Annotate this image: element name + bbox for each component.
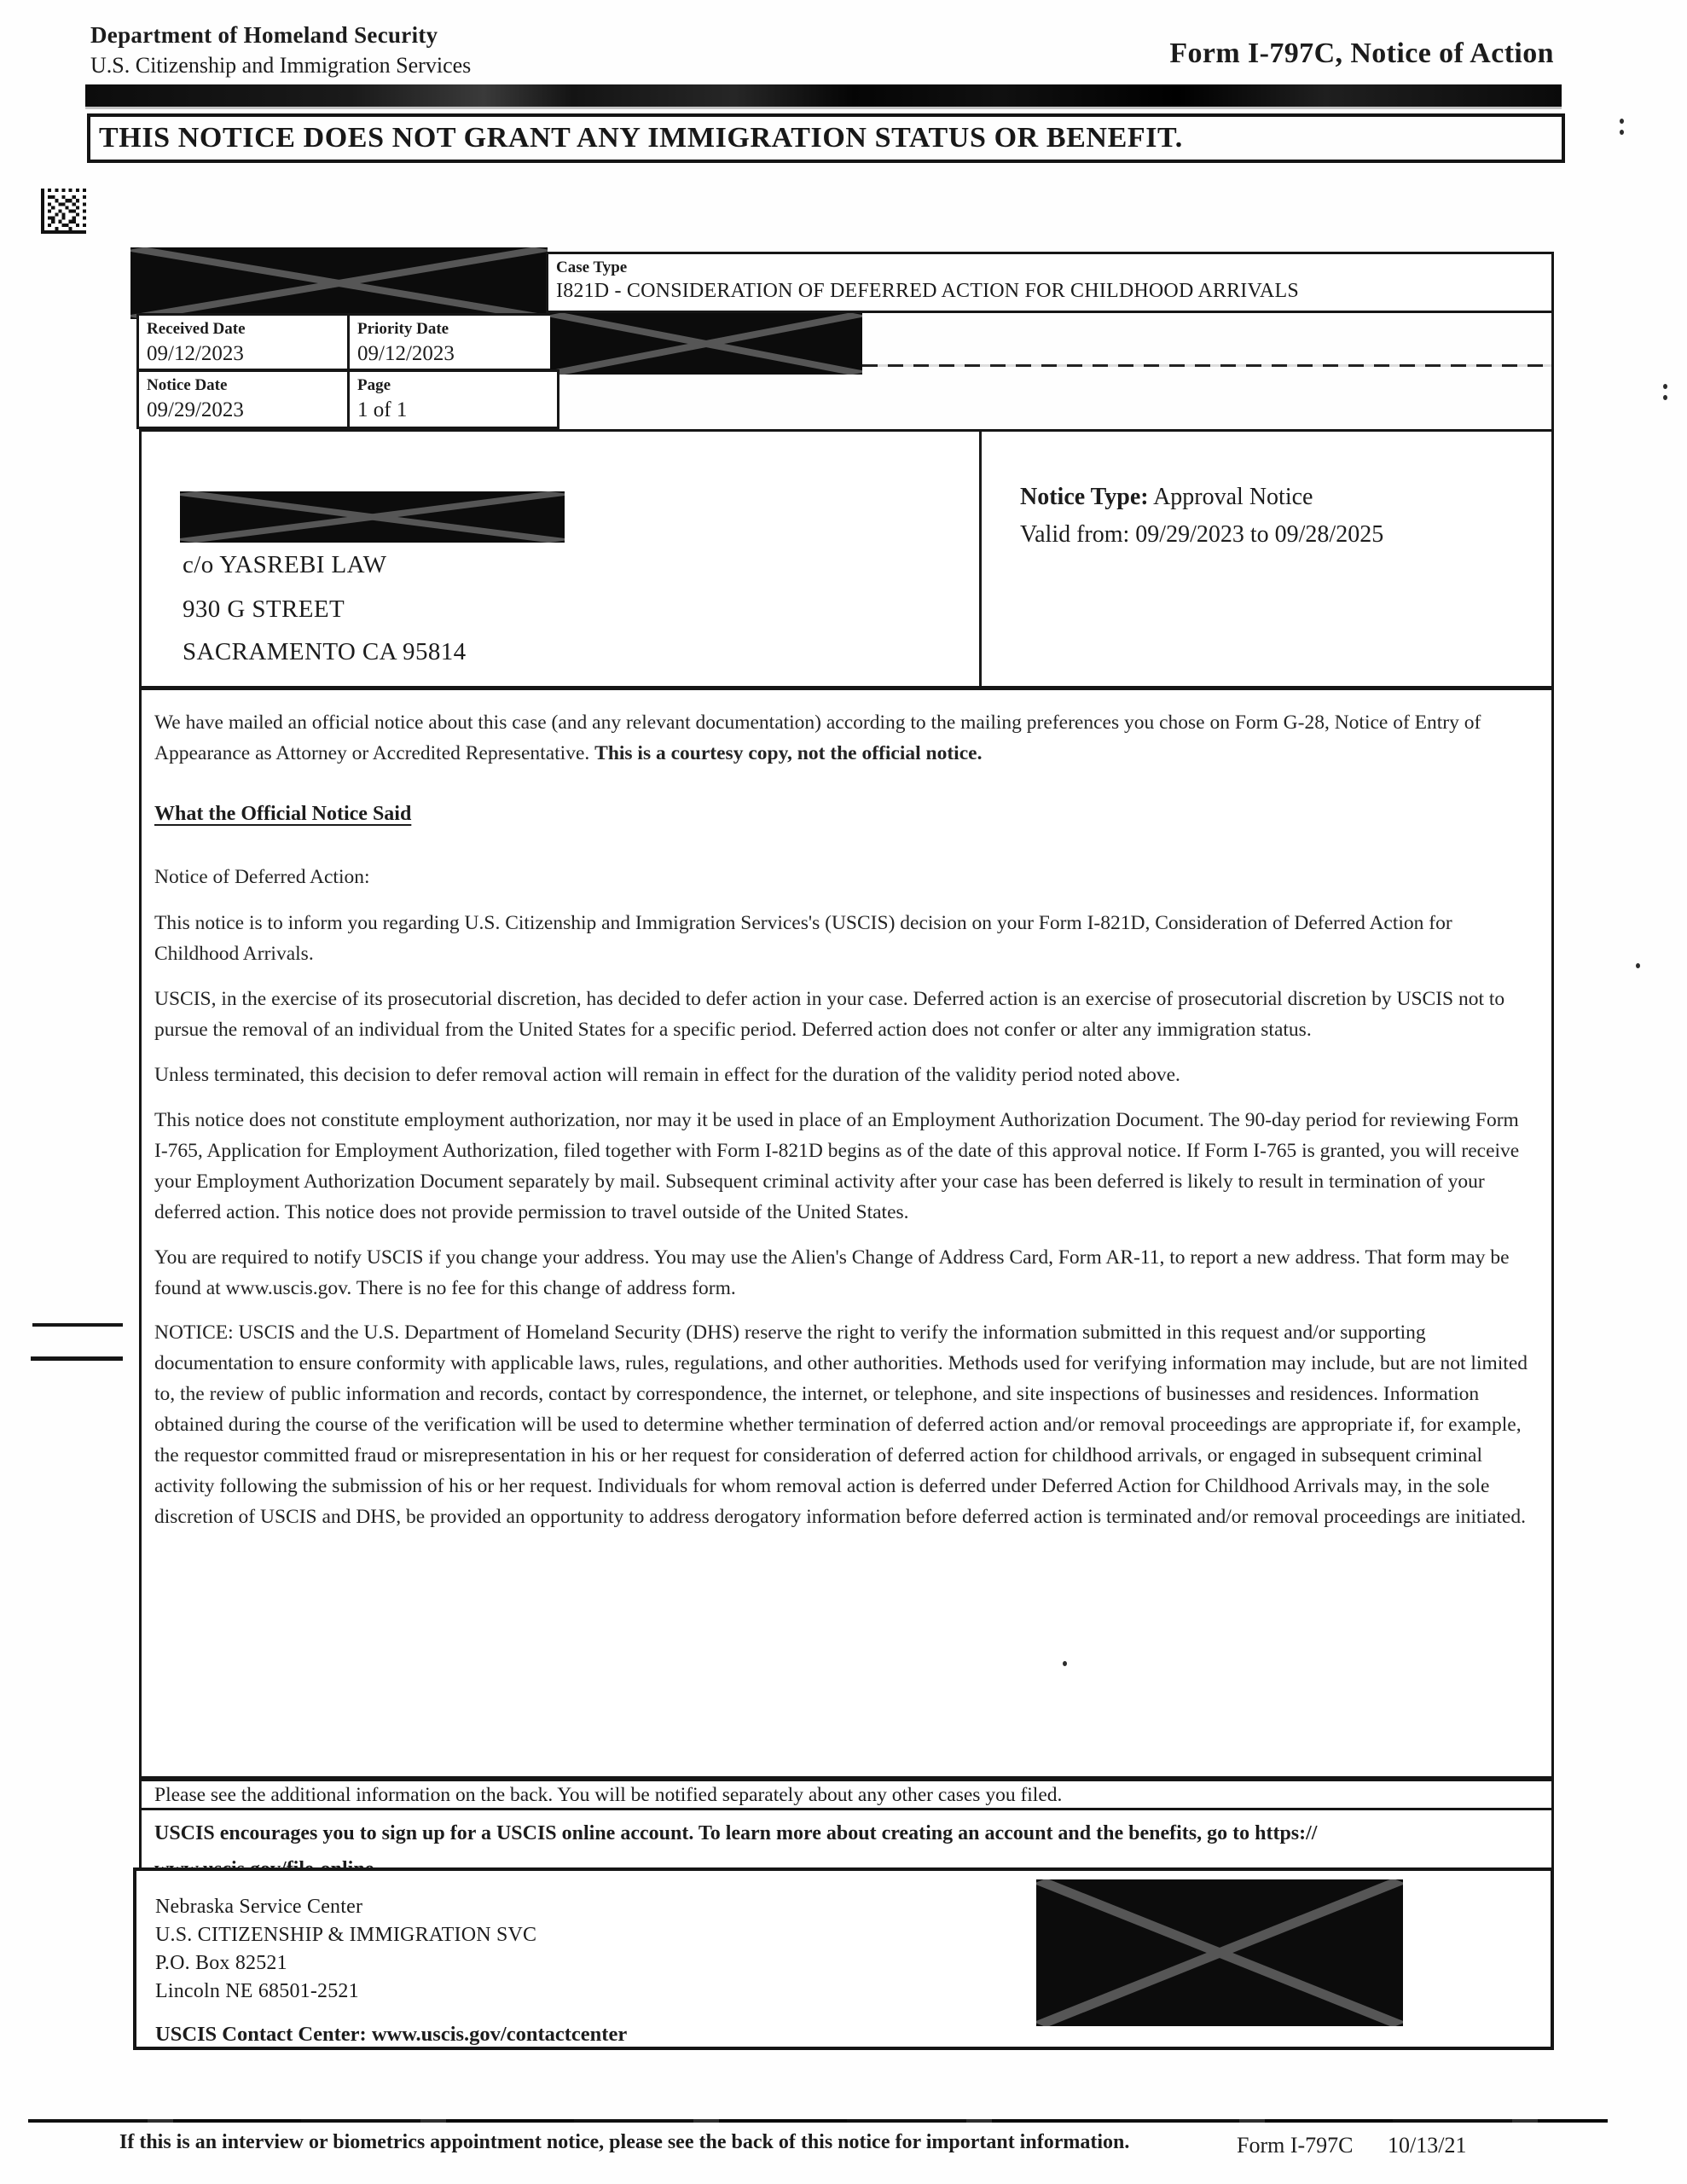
online-account-text-line1: USCIS encourages you to sign up for a USCIS online account. To learn more about creating an account and the benefits, go to https:// (154, 1822, 1318, 1844)
data-matrix-barcode-icon (41, 189, 86, 234)
notice-type-line (1020, 484, 1313, 511)
paragraph-mailing-preferences (154, 707, 1536, 769)
redacted-barcode-box (1036, 1879, 1403, 2026)
notice-date-cell (136, 369, 350, 429)
priority-date-value: 09/12/2023 (357, 342, 455, 365)
paragraph-decision: This notice is to inform you regarding U.S. Citizenship and Immigration Services's (USCIS) decision on your Form I-821D, Consideration of Deferred Action for Childhood Arrivals. (154, 912, 1452, 965)
footer-form-id (1237, 2133, 1603, 2158)
header-agency-block (90, 20, 471, 80)
courtesy-copy-bold-text: This is a courtesy copy, not the official notice. (594, 742, 983, 764)
case-type-value: I821D - CONSIDERATION OF DEFERRED ACTION FOR CHILDHOOD ARRIVALS (556, 280, 1299, 302)
paragraph-deferred-action-title: Notice of Deferred Action: (154, 866, 370, 888)
case-type-cell (546, 252, 1554, 313)
paragraph-prosecutorial-discretion: USCIS, in the exercise of its prosecutorial discretion, has decided to defer action in your case. Deferred action is an exercise of prosecutorial discretion by USCIS not to pursue the removal of an individual from the United States for a specific period. Deferred action does not confer or alter any immigration status. (154, 988, 1505, 1041)
redacted-receipt-number-box (130, 247, 548, 319)
valid-period: Valid from: 09/29/2023 to 09/28/2025 (1020, 521, 1384, 548)
disclaimer-banner (87, 113, 1565, 163)
paragraph-validity: Unless terminated, this decision to defer removal action will remain in effect for the duration of the validity period noted above. (154, 1064, 1180, 1086)
page-value: 1 of 1 (357, 398, 408, 421)
official-notice-heading: What the Official Notice Said (154, 803, 412, 825)
redacted-recipient-name-box (180, 491, 565, 543)
recipient-address-box (139, 429, 1554, 688)
paragraph-change-of-address: You are required to notify USCIS if you change your address. You may use the Alien's Change of Address Card, Form AR-11, to report a new address. That form may be found at www.uscis.gov. There is no fee for this change of address form. (154, 1246, 1510, 1299)
agency-subtitle: U.S. Citizenship and Immigration Services (90, 53, 472, 78)
service-center-address-line: Lincoln NE 68501-2521 (155, 1980, 359, 2002)
recipient-address-line: 930 G STREET (183, 595, 345, 623)
agency-name: Department of Homeland Security (90, 22, 438, 48)
footer-revision-date: 10/13/21 (1388, 2133, 1467, 2158)
scan-artifact (1663, 395, 1667, 400)
service-center-address-line: Nebraska Service Center (155, 1896, 363, 1918)
service-center-box (133, 1867, 1554, 2050)
paragraph-text: We have mailed an official notice about this case (and any relevant documentation) according to the mailing preferences you chose on Form G-28, Notice of Entry of Appearance as Attorney or Accredited Representative. (154, 712, 1481, 764)
received-date-label: Received Date (147, 320, 246, 338)
address-box-divider (979, 432, 982, 686)
additional-info-row (139, 1779, 1554, 1811)
scan-dashed-rule (862, 364, 1552, 367)
service-center-address-line: U.S. CITIZENSHIP & IMMIGRATION SVC (155, 1924, 537, 1946)
notice-type-label: Notice Type: (1020, 484, 1149, 510)
recipient-address-line: c/o YASREBI LAW (183, 551, 387, 578)
scan-separator-bar (85, 84, 1562, 107)
page-label: Page (357, 376, 391, 394)
redacted-applicant-info-box (550, 313, 862, 375)
scan-artifact (31, 1356, 123, 1361)
recipient-address-line: SACRAMENTO CA 95814 (183, 638, 467, 665)
additional-info-text: Please see the additional information on the back. You will be notified separately about any other cases you filed. (154, 1783, 1063, 1806)
uscis-contact-line: USCIS Contact Center: www.uscis.gov/contactcenter (155, 2023, 628, 2046)
footer-form-number: Form I-797C (1237, 2133, 1354, 2158)
scan-artifact (1636, 963, 1640, 968)
case-type-label: Case Type (556, 258, 628, 276)
scan-artifact (1663, 384, 1667, 389)
scan-artifact (1063, 1661, 1067, 1666)
notice-date-label: Notice Date (147, 376, 228, 394)
paragraph-verification-notice: NOTICE: USCIS and the U.S. Department of Homeland Security (DHS) reserve the right to verify the information submitted in this request and/or supporting documentation to ensure conformity with applicable laws, rules, regulations, and other authorities. Methods used for verifying information may include, but are not limited to, the review of public information and records, contact by correspondence, the internet, or telephone, and site inspections of businesses and residences. Information obtained during the course of the verification will be used to determine whether termination of deferred action and/or removal proceedings are appropriate if, for example, the requestor committed fraud or misrepresentation in his or her request for consideration of deferred action for childhood arrivals, or engaged in subsequent criminal activity following the submission of his or her request. Individuals for whom removal action is deferred under Deferred Action for Childhood Arrivals may, in the sole discretion of USCIS and DHS, be provided an opportunity to address derogatory information before deferred action is terminated and/or removal proceedings are initiated. (154, 1321, 1528, 1528)
received-date-cell (136, 313, 350, 371)
disclaimer-banner-text: THIS NOTICE DOES NOT GRANT ANY IMMIGRATION STATUS OR BENEFIT. (99, 122, 1183, 154)
priority-date-cell (347, 313, 559, 371)
online-account-row (139, 1808, 1554, 1870)
page-cell (347, 369, 559, 429)
body-text-box (139, 688, 1554, 1779)
form-title: Form I-797C, Notice of Action (1169, 38, 1554, 69)
service-center-address-line: P.O. Box 82521 (155, 1952, 287, 1974)
table-right-border (1551, 311, 1554, 431)
paragraph-employment-authorization: This notice does not constitute employment authorization, nor may it be used in place of an Employment Authorization Document. The 90-day period for reviewing Form I-765, Application for Employment Authorization, filed together with Form I-821D begins as of the date of this approval notice. If Form I-765 is granted, you will receive your Employment Authorization Document separately by mail. Subsequent criminal activity after your case has been deferred is likely to result in termination of your deferred action. This notice does not provide permission to travel outside of the United States. (154, 1109, 1520, 1223)
notice-type-value: Approval Notice (1153, 484, 1313, 510)
footer-rule (28, 2119, 1608, 2123)
scan-artifact (32, 1323, 123, 1327)
notice-date-value: 09/29/2023 (147, 398, 244, 421)
received-date-value: 09/12/2023 (147, 342, 244, 365)
scan-artifact (1620, 130, 1624, 135)
scan-artifact (1620, 119, 1624, 124)
priority-date-label: Priority Date (357, 320, 449, 338)
footer-note: If this is an interview or biometrics appointment notice, please see the back of this notice for important information. (119, 2131, 1130, 2153)
